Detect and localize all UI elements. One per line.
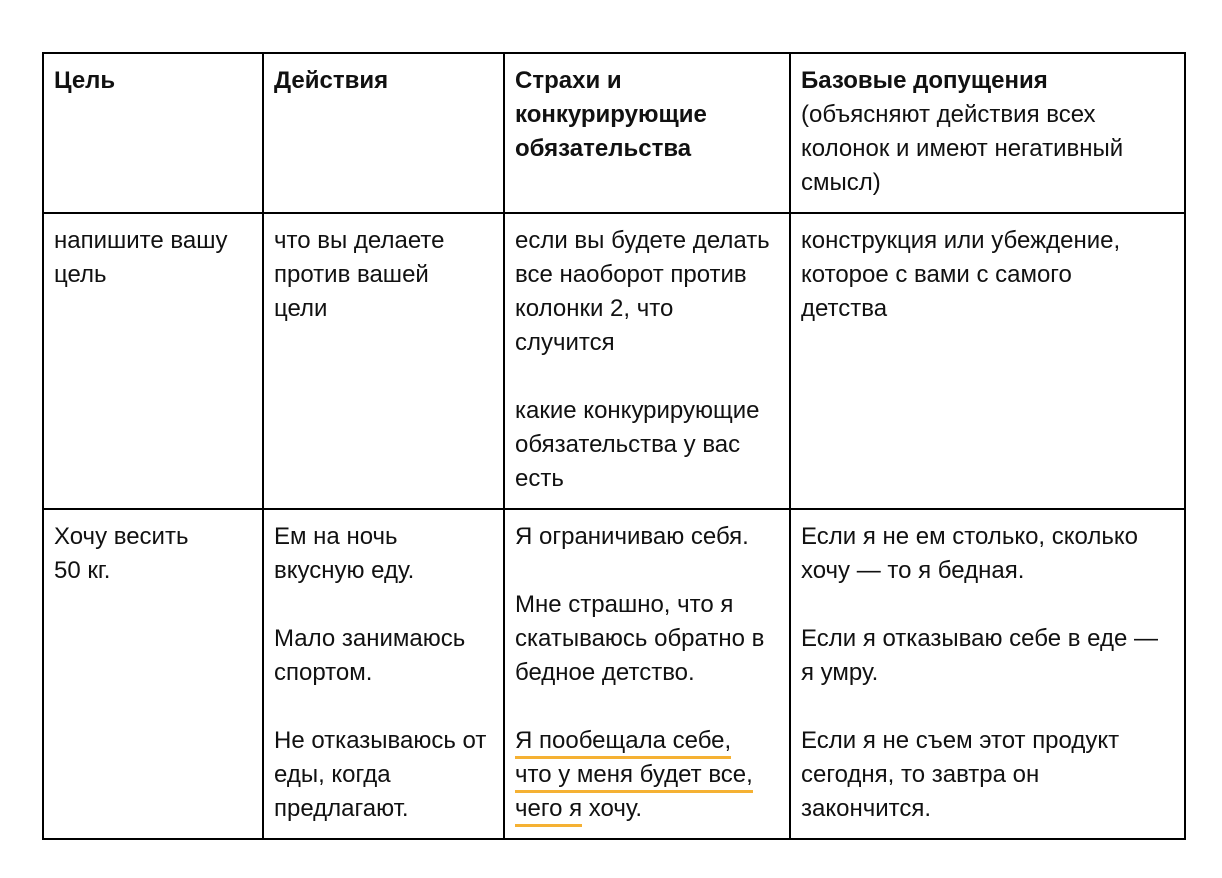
example-goal-line-2: 50 кг.: [54, 557, 111, 584]
example-action-3: Не отказываюсь от еды, когда предлагают.: [274, 727, 487, 822]
instruction-row: [43, 213, 1185, 509]
header-fears: [504, 53, 790, 213]
header-row: [43, 53, 1185, 213]
example-fear-1: Я ограничиваю себя.: [515, 523, 749, 550]
highlighted-promise-line-2: что у меня будет все,: [515, 761, 753, 793]
header-fears-label: Страхи и конкурирующие обязательства: [515, 67, 707, 162]
header-actions: [263, 53, 504, 213]
example-fear-3: [515, 724, 769, 826]
example-assumption-2: Если я отказываю себе в еде — я умру.: [801, 625, 1158, 686]
instruction-goal: [43, 213, 263, 509]
example-row: [43, 509, 1185, 839]
instruction-assumptions-text: конструкция или убеждение, которое с вами с самого детства: [801, 227, 1121, 322]
instruction-actions-text: что вы делаете против вашей цели: [274, 227, 445, 322]
example-assumptions: [790, 509, 1185, 839]
instruction-goal-text: напишите вашу цель: [54, 227, 228, 288]
example-assumption-3: Если я не съем этот продукт сегодня, то завтра он закончится.: [801, 727, 1120, 822]
instruction-fears: [504, 213, 790, 509]
header-actions-label: Действия: [274, 67, 389, 94]
instruction-fears-text-2: какие конкурирующие обязательства у вас есть: [515, 397, 760, 492]
header-goal-label: Цель: [54, 67, 116, 94]
highlighted-promise-line-3: чего я: [515, 795, 582, 827]
example-goal-line-1: Хочу весить: [54, 523, 189, 550]
example-action-2: Мало занимаюсь спортом.: [274, 625, 466, 686]
example-fears: [504, 509, 790, 839]
instruction-assumptions: [790, 213, 1185, 509]
header-assumptions-label: Базовые допущения: [801, 67, 1048, 94]
instruction-actions: [263, 213, 504, 509]
instruction-fears-text-1: если вы будете делать все наоборот против колонки 2, что случится: [515, 227, 770, 356]
header-assumptions: [790, 53, 1185, 213]
belief-table: [42, 52, 1186, 840]
header-assumptions-note: (объясняют действия всех колонок и имеют негативный смысл): [801, 101, 1124, 196]
example-actions: [263, 509, 504, 839]
example-goal: [43, 509, 263, 839]
highlighted-promise-line-1: Я пообещала себе,: [515, 727, 731, 759]
example-fear-2: Мне страшно, что я скатываюсь обратно в бедное детство.: [515, 591, 765, 686]
promise-tail: хочу.: [582, 795, 643, 822]
example-assumption-1: Если я не ем столько, сколько хочу — то я бедная.: [801, 523, 1138, 584]
header-goal: [43, 53, 263, 213]
example-action-1: Ем на ночь вкусную еду.: [274, 523, 415, 584]
